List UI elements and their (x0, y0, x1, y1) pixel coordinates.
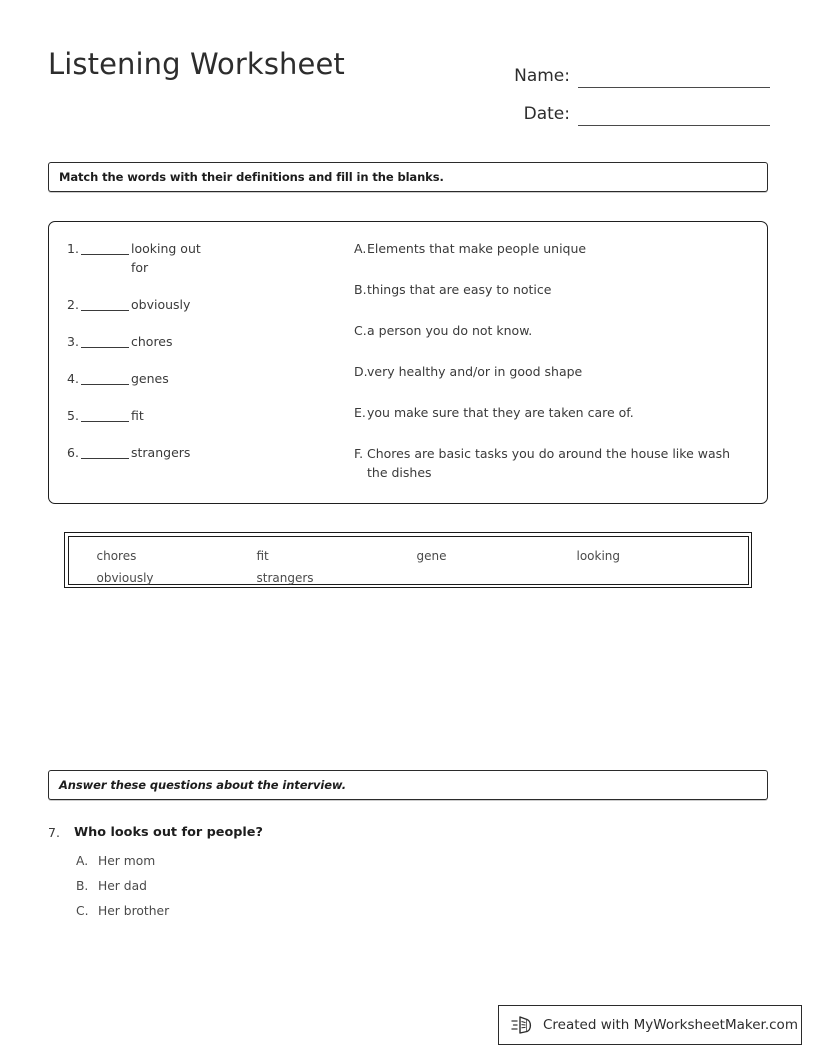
matching-answer-blank[interactable] (81, 369, 129, 385)
matching-item (67, 295, 357, 314)
matching-item (67, 332, 357, 351)
word-bank-word: obviously (96, 570, 154, 585)
matching-item (67, 239, 357, 277)
definition-text: a person you do not know. (367, 323, 533, 338)
matching-item (67, 443, 357, 462)
matching-item-number: 1. (67, 241, 79, 256)
word-bank-word: chores (96, 548, 137, 563)
matching-items-column (67, 239, 357, 480)
matching-item (67, 369, 357, 388)
question-choices (48, 854, 768, 918)
matching-answer-blank[interactable] (81, 406, 129, 422)
footer-attribution-badge[interactable] (498, 1005, 802, 1045)
definition-item (354, 280, 746, 299)
question-number: 7. (48, 825, 60, 840)
matching-answer-blank[interactable] (81, 332, 129, 348)
choice-letter: A. (76, 854, 89, 868)
definition-item (354, 321, 746, 340)
matching-panel (48, 221, 768, 504)
matching-item-word: genes (131, 371, 169, 386)
word-bank-word: fit (256, 548, 269, 563)
page-title: Listening Worksheet (48, 47, 345, 81)
definition-letter: A. (354, 241, 367, 256)
word-bank (64, 532, 752, 588)
definition-item (354, 403, 746, 422)
date-input-line[interactable] (578, 103, 770, 126)
definition-letter: E. (354, 405, 366, 420)
matching-item-number: 4. (67, 371, 79, 386)
choice-letter: B. (76, 879, 89, 893)
question-choice[interactable] (48, 879, 768, 893)
question-heading (48, 825, 768, 840)
matching-item-word: strangers (131, 445, 191, 460)
matching-instruction-bar (48, 162, 768, 192)
word-bank-inner-border (68, 536, 749, 585)
question-block (48, 825, 768, 929)
name-date-block (500, 50, 770, 126)
matching-item-word: obviously (131, 297, 191, 312)
matching-answer-blank[interactable] (81, 239, 129, 255)
matching-item-word: looking out for (131, 241, 201, 275)
word-bank-word: strangers (256, 570, 314, 585)
name-input-line[interactable] (578, 65, 770, 88)
definition-letter: D. (354, 364, 368, 379)
definition-text: Elements that make people unique (367, 241, 587, 256)
definitions-column (354, 239, 746, 504)
matching-item-number: 6. (67, 445, 79, 460)
matching-item-number: 3. (67, 334, 79, 349)
word-bank-word: gene (416, 548, 447, 563)
definition-text: very healthy and/or in good shape (367, 364, 583, 379)
name-row (500, 50, 770, 88)
definition-letter: B. (354, 282, 367, 297)
date-label: Date: (523, 104, 570, 124)
definition-letter: C. (354, 323, 367, 338)
matching-item-number: 5. (67, 408, 79, 423)
choice-text: Her dad (98, 879, 147, 893)
question-text: Who looks out for people? (74, 825, 263, 840)
interview-instruction-bar (48, 770, 768, 800)
interview-instruction-text: Answer these questions about the interview. (59, 778, 346, 792)
word-bank-word: looking (576, 548, 621, 563)
choice-text: Her brother (98, 904, 170, 918)
definition-item (354, 239, 746, 258)
matching-instruction-text: Match the words with their definitions and fill in the blanks. (59, 170, 444, 184)
matching-answer-blank[interactable] (81, 295, 129, 311)
matching-item-word: chores (131, 334, 173, 349)
matching-item-word: fit (131, 408, 144, 423)
definition-item (354, 444, 746, 482)
definition-text: you make sure that they are taken care of. (367, 405, 634, 420)
definition-letter: F. (354, 446, 364, 461)
question-choice[interactable] (48, 854, 768, 868)
date-row (500, 88, 770, 126)
definition-text: Chores are basic tasks you do around the house like wash the dishes (367, 446, 731, 480)
matching-answer-blank[interactable] (81, 443, 129, 459)
definition-item (354, 362, 746, 381)
matching-item (67, 406, 357, 425)
question-choice[interactable] (48, 904, 768, 918)
choice-letter: C. (76, 904, 89, 918)
definition-text: things that are easy to notice (367, 282, 552, 297)
name-label: Name: (514, 66, 570, 86)
worksheet-maker-logo-icon (511, 1014, 535, 1036)
choice-text: Her mom (98, 854, 156, 868)
matching-item-number: 2. (67, 297, 79, 312)
footer-attribution-text: Created with MyWorksheetMaker.com (543, 1017, 798, 1033)
